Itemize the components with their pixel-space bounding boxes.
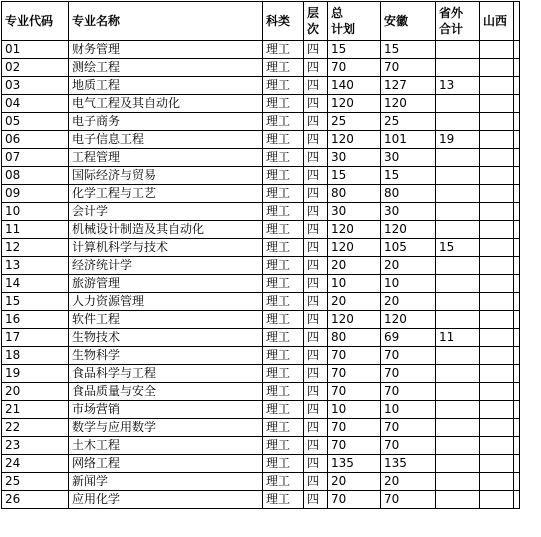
out-of-province-cell (436, 491, 480, 509)
anhui-cell: 105 (381, 239, 436, 257)
table-row (2, 383, 520, 401)
out-of-province-cell (436, 167, 480, 185)
table-row (2, 95, 520, 113)
code-cell: 03 (2, 77, 69, 95)
out-of-province-cell (436, 401, 480, 419)
shanxi-cell (480, 95, 514, 113)
out-of-province-cell (436, 59, 480, 77)
table-row (2, 41, 520, 59)
code-cell: 16 (2, 311, 69, 329)
level-cell: 四 (304, 41, 328, 59)
shanxi-cell (480, 473, 514, 491)
cut-cell (514, 293, 520, 311)
code-cell: 26 (2, 491, 69, 509)
category-cell: 理工 (263, 437, 304, 455)
enrollment-plan-table (1, 1, 520, 509)
name-cell: 土木工程 (69, 437, 263, 455)
cut-cell (514, 419, 520, 437)
out-of-province-cell (436, 293, 480, 311)
table-row (2, 59, 520, 77)
total-cell: 70 (328, 365, 381, 383)
header-anhui: 安徽 (381, 2, 436, 41)
name-cell: 食品科学与工程 (69, 365, 263, 383)
header-level-line2: 次 (307, 22, 320, 36)
out-of-province-cell (436, 185, 480, 203)
code-cell: 01 (2, 41, 69, 59)
out-of-province-cell (436, 113, 480, 131)
level-cell: 四 (304, 59, 328, 77)
table-row (2, 311, 520, 329)
category-cell: 理工 (263, 491, 304, 509)
table-row (2, 491, 520, 509)
table-row (2, 275, 520, 293)
cut-cell (514, 95, 520, 113)
out-of-province-cell (436, 41, 480, 59)
name-cell: 经济统计学 (69, 257, 263, 275)
table-row (2, 77, 520, 95)
anhui-cell: 15 (381, 167, 436, 185)
cut-cell (514, 77, 520, 95)
total-cell: 10 (328, 275, 381, 293)
code-cell: 02 (2, 59, 69, 77)
out-of-province-cell (436, 311, 480, 329)
table-body (2, 41, 520, 509)
name-cell: 国际经济与贸易 (69, 167, 263, 185)
anhui-cell: 120 (381, 95, 436, 113)
total-cell: 70 (328, 437, 381, 455)
shanxi-cell (480, 203, 514, 221)
cut-cell (514, 113, 520, 131)
header-out-line1: 省外 (439, 6, 464, 20)
cut-cell (514, 329, 520, 347)
code-cell: 25 (2, 473, 69, 491)
shanxi-cell (480, 77, 514, 95)
shanxi-cell (480, 455, 514, 473)
cut-cell (514, 383, 520, 401)
out-of-province-cell (436, 455, 480, 473)
out-of-province-cell (436, 347, 480, 365)
shanxi-cell (480, 221, 514, 239)
total-cell: 20 (328, 257, 381, 275)
header-level (304, 2, 328, 41)
category-cell: 理工 (263, 329, 304, 347)
anhui-cell: 20 (381, 293, 436, 311)
total-cell: 80 (328, 185, 381, 203)
category-cell: 理工 (263, 59, 304, 77)
header-category: 科类 (263, 2, 304, 41)
header-out-of-province (436, 2, 480, 41)
cut-cell (514, 455, 520, 473)
anhui-cell: 127 (381, 77, 436, 95)
out-of-province-cell: 15 (436, 239, 480, 257)
anhui-cell: 120 (381, 311, 436, 329)
anhui-cell: 20 (381, 257, 436, 275)
total-cell: 140 (328, 77, 381, 95)
shanxi-cell (480, 257, 514, 275)
cut-cell (514, 311, 520, 329)
name-cell: 计算机科学与技术 (69, 239, 263, 257)
name-cell: 软件工程 (69, 311, 263, 329)
out-of-province-cell (436, 95, 480, 113)
name-cell: 生物技术 (69, 329, 263, 347)
name-cell: 测绘工程 (69, 59, 263, 77)
category-cell: 理工 (263, 77, 304, 95)
cut-cell (514, 203, 520, 221)
category-cell: 理工 (263, 311, 304, 329)
total-cell: 120 (328, 131, 381, 149)
shanxi-cell (480, 167, 514, 185)
table-row (2, 401, 520, 419)
code-cell: 10 (2, 203, 69, 221)
level-cell: 四 (304, 401, 328, 419)
cut-cell (514, 59, 520, 77)
total-cell: 80 (328, 329, 381, 347)
name-cell: 应用化学 (69, 491, 263, 509)
total-cell: 120 (328, 311, 381, 329)
table-row (2, 131, 520, 149)
shanxi-cell (480, 239, 514, 257)
table-row (2, 455, 520, 473)
total-cell: 30 (328, 203, 381, 221)
code-cell: 12 (2, 239, 69, 257)
level-cell: 四 (304, 113, 328, 131)
level-cell: 四 (304, 455, 328, 473)
anhui-cell: 70 (381, 419, 436, 437)
category-cell: 理工 (263, 185, 304, 203)
name-cell: 旅游管理 (69, 275, 263, 293)
category-cell: 理工 (263, 167, 304, 185)
category-cell: 理工 (263, 401, 304, 419)
code-cell: 23 (2, 437, 69, 455)
code-cell: 14 (2, 275, 69, 293)
level-cell: 四 (304, 437, 328, 455)
category-cell: 理工 (263, 473, 304, 491)
shanxi-cell (480, 41, 514, 59)
cut-cell (514, 401, 520, 419)
name-cell: 财务管理 (69, 41, 263, 59)
table-row (2, 473, 520, 491)
table-row (2, 437, 520, 455)
anhui-cell: 70 (381, 383, 436, 401)
total-cell: 20 (328, 473, 381, 491)
cut-cell (514, 131, 520, 149)
table-row (2, 419, 520, 437)
table-row (2, 257, 520, 275)
anhui-cell: 70 (381, 365, 436, 383)
shanxi-cell (480, 383, 514, 401)
name-cell: 数学与应用数学 (69, 419, 263, 437)
cut-cell (514, 239, 520, 257)
shanxi-cell (480, 491, 514, 509)
total-cell: 20 (328, 293, 381, 311)
code-cell: 07 (2, 149, 69, 167)
level-cell: 四 (304, 203, 328, 221)
level-cell: 四 (304, 473, 328, 491)
code-cell: 21 (2, 401, 69, 419)
out-of-province-cell: 19 (436, 131, 480, 149)
cut-cell (514, 437, 520, 455)
total-cell: 70 (328, 419, 381, 437)
anhui-cell: 15 (381, 41, 436, 59)
cut-cell (514, 491, 520, 509)
category-cell: 理工 (263, 383, 304, 401)
table-row (2, 293, 520, 311)
total-cell: 15 (328, 167, 381, 185)
total-cell: 70 (328, 59, 381, 77)
category-cell: 理工 (263, 419, 304, 437)
table-row (2, 167, 520, 185)
name-cell: 电气工程及其自动化 (69, 95, 263, 113)
level-cell: 四 (304, 167, 328, 185)
level-cell: 四 (304, 257, 328, 275)
name-cell: 新闻学 (69, 473, 263, 491)
table-row (2, 221, 520, 239)
name-cell: 机械设计制造及其自动化 (69, 221, 263, 239)
code-cell: 17 (2, 329, 69, 347)
total-cell: 70 (328, 383, 381, 401)
code-cell: 24 (2, 455, 69, 473)
category-cell: 理工 (263, 113, 304, 131)
shanxi-cell (480, 185, 514, 203)
level-cell: 四 (304, 131, 328, 149)
total-cell: 70 (328, 491, 381, 509)
name-cell: 食品质量与安全 (69, 383, 263, 401)
name-cell: 化学工程与工艺 (69, 185, 263, 203)
total-cell: 25 (328, 113, 381, 131)
name-cell: 人力资源管理 (69, 293, 263, 311)
shanxi-cell (480, 347, 514, 365)
total-cell: 15 (328, 41, 381, 59)
out-of-province-cell (436, 383, 480, 401)
name-cell: 电子信息工程 (69, 131, 263, 149)
anhui-cell: 101 (381, 131, 436, 149)
out-of-province-cell (436, 437, 480, 455)
total-cell: 120 (328, 221, 381, 239)
header-total-line2: 计划 (331, 22, 356, 36)
code-cell: 13 (2, 257, 69, 275)
level-cell: 四 (304, 77, 328, 95)
total-cell: 135 (328, 455, 381, 473)
shanxi-cell (480, 113, 514, 131)
name-cell: 生物科学 (69, 347, 263, 365)
out-of-province-cell (436, 203, 480, 221)
cut-cell (514, 347, 520, 365)
out-of-province-cell: 13 (436, 77, 480, 95)
category-cell: 理工 (263, 203, 304, 221)
cut-cell (514, 185, 520, 203)
anhui-cell: 10 (381, 401, 436, 419)
anhui-cell: 120 (381, 221, 436, 239)
level-cell: 四 (304, 221, 328, 239)
shanxi-cell (480, 131, 514, 149)
total-cell: 70 (328, 347, 381, 365)
out-of-province-cell (436, 365, 480, 383)
total-cell: 10 (328, 401, 381, 419)
cut-cell (514, 167, 520, 185)
anhui-cell: 80 (381, 185, 436, 203)
level-cell: 四 (304, 149, 328, 167)
code-cell: 11 (2, 221, 69, 239)
code-cell: 09 (2, 185, 69, 203)
code-cell: 18 (2, 347, 69, 365)
anhui-cell: 20 (381, 473, 436, 491)
level-cell: 四 (304, 311, 328, 329)
out-of-province-cell (436, 221, 480, 239)
shanxi-cell (480, 329, 514, 347)
anhui-cell: 70 (381, 491, 436, 509)
cut-cell (514, 41, 520, 59)
anhui-cell: 25 (381, 113, 436, 131)
out-of-province-cell (436, 473, 480, 491)
total-cell: 120 (328, 239, 381, 257)
category-cell: 理工 (263, 41, 304, 59)
code-cell: 05 (2, 113, 69, 131)
anhui-cell: 30 (381, 203, 436, 221)
code-cell: 19 (2, 365, 69, 383)
code-cell: 20 (2, 383, 69, 401)
category-cell: 理工 (263, 239, 304, 257)
table-row (2, 239, 520, 257)
shanxi-cell (480, 401, 514, 419)
level-cell: 四 (304, 239, 328, 257)
cut-cell (514, 257, 520, 275)
level-cell: 四 (304, 275, 328, 293)
level-cell: 四 (304, 491, 328, 509)
anhui-cell: 10 (381, 275, 436, 293)
cut-cell (514, 365, 520, 383)
anhui-cell: 70 (381, 347, 436, 365)
level-cell: 四 (304, 293, 328, 311)
anhui-cell: 70 (381, 437, 436, 455)
level-cell: 四 (304, 347, 328, 365)
table-row (2, 329, 520, 347)
anhui-cell: 69 (381, 329, 436, 347)
header-major-name: 专业名称 (69, 2, 263, 41)
category-cell: 理工 (263, 131, 304, 149)
table-row (2, 203, 520, 221)
category-cell: 理工 (263, 257, 304, 275)
header-total-plan (328, 2, 381, 41)
cut-cell (514, 149, 520, 167)
cut-cell (514, 473, 520, 491)
level-cell: 四 (304, 185, 328, 203)
cut-cell (514, 221, 520, 239)
shanxi-cell (480, 293, 514, 311)
category-cell: 理工 (263, 221, 304, 239)
total-cell: 120 (328, 95, 381, 113)
total-cell: 30 (328, 149, 381, 167)
header-row (2, 2, 520, 41)
shanxi-cell (480, 311, 514, 329)
out-of-province-cell (436, 149, 480, 167)
anhui-cell: 70 (381, 59, 436, 77)
shanxi-cell (480, 149, 514, 167)
name-cell: 网络工程 (69, 455, 263, 473)
category-cell: 理工 (263, 275, 304, 293)
table-row (2, 113, 520, 131)
table-row (2, 149, 520, 167)
level-cell: 四 (304, 95, 328, 113)
table-row (2, 185, 520, 203)
anhui-cell: 30 (381, 149, 436, 167)
table-row (2, 347, 520, 365)
name-cell: 会计学 (69, 203, 263, 221)
category-cell: 理工 (263, 347, 304, 365)
shanxi-cell (480, 419, 514, 437)
name-cell: 市场营销 (69, 401, 263, 419)
category-cell: 理工 (263, 293, 304, 311)
code-cell: 06 (2, 131, 69, 149)
category-cell: 理工 (263, 365, 304, 383)
shanxi-cell (480, 59, 514, 77)
table-row (2, 365, 520, 383)
name-cell: 工程管理 (69, 149, 263, 167)
out-of-province-cell (436, 257, 480, 275)
shanxi-cell (480, 437, 514, 455)
shanxi-cell (480, 275, 514, 293)
cut-cell (514, 275, 520, 293)
name-cell: 地质工程 (69, 77, 263, 95)
out-of-province-cell: 11 (436, 329, 480, 347)
level-cell: 四 (304, 329, 328, 347)
out-of-province-cell (436, 275, 480, 293)
level-cell: 四 (304, 419, 328, 437)
category-cell: 理工 (263, 95, 304, 113)
category-cell: 理工 (263, 149, 304, 167)
category-cell: 理工 (263, 455, 304, 473)
code-cell: 04 (2, 95, 69, 113)
code-cell: 08 (2, 167, 69, 185)
out-of-province-cell (436, 419, 480, 437)
header-out-line2: 合计 (439, 22, 464, 36)
name-cell: 电子商务 (69, 113, 263, 131)
level-cell: 四 (304, 365, 328, 383)
anhui-cell: 135 (381, 455, 436, 473)
header-cut-column (514, 2, 520, 41)
header-total-line1: 总 (331, 6, 344, 20)
shanxi-cell (480, 365, 514, 383)
header-level-line1: 层 (307, 6, 320, 20)
code-cell: 22 (2, 419, 69, 437)
level-cell: 四 (304, 383, 328, 401)
code-cell: 15 (2, 293, 69, 311)
header-major-code: 专业代码 (2, 2, 69, 41)
header-shanxi: 山西 (480, 2, 514, 41)
